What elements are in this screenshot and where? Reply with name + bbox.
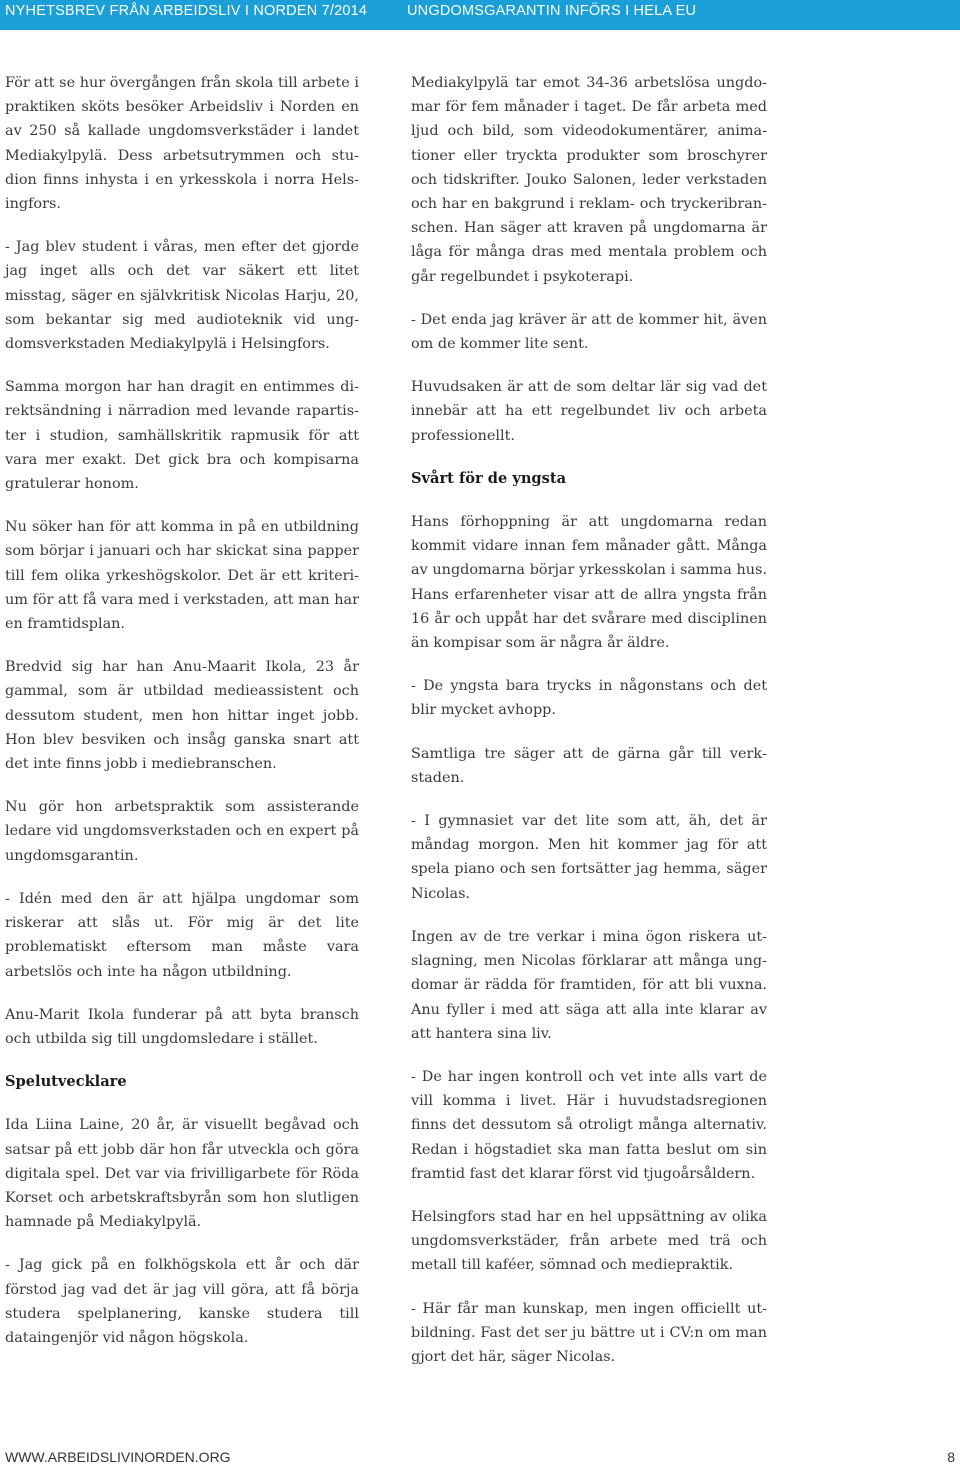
paragraph: Hans förhoppning är att ungdomarna redan kommit vidare innan fem månader gått. Många av ungdomarna börjar yrkesskolan i samma hus. Hans erfarenheter visar att de allra yngsta från 16 år och uppåt har det svårare med disciplinen än kompisar som är några år äldre. (411, 514, 767, 652)
paragraph: - Jag blev student i våras, men efter det gjorde jag inget alls och det var säkert ett litet misstag, säger en självkritisk Nicolas Harju, 20, som bekantar sig med audioteknik vid ungdomsverkstaden Mediakylpylä i Helsingfors. (5, 239, 359, 353)
paragraph: - De har ingen kontroll och vet inte alls vart de vill komma i livet. Här i huvudstadsregionen finns det dessutom så otroligt många alternativ. Redan i högstadiet ska man fatta beslut om sin framtid fast det klarar först vid tjugoårsåldern. (411, 1068, 767, 1182)
footer-url[interactable]: WWW.ARBEIDSLIVINORDEN.ORG (5, 1449, 231, 1465)
page-number: 8 (947, 1449, 955, 1465)
paragraph: För att se hur övergången från skola till arbete i praktiken sköts besöker Arbeidsliv i Norden en av 250 så kallade ungdomsverkstäder i landet Mediakylpylä. Dess arbetsutrymmen och studion finns inhysta i en yrkesskola i norra Helsingfors. (5, 75, 359, 213)
page-header (0, 0, 960, 30)
paragraph: Ingen av de tre verkar i mina ögon riskera utslagning, men Nicolas förklarar att många ungdomar är rädda för framtiden, för att bli vuxna. Anu fyller i med att säga att alla inte klarar av att hantera sina liv. (411, 928, 767, 1042)
paragraph: - De yngsta bara trycks in någonstans och det blir mycket avhopp. (411, 678, 767, 719)
section-heading: Svårt för de yngsta (411, 469, 567, 487)
newsletter-title: NYHETSBREV FRÅN ARBEIDSLIV I NORDEN 7/2014 (5, 3, 368, 19)
right-column (411, 71, 767, 1388)
paragraph: - Jag gick på en folkhögskola ett år och där förstod jag vad det är jag vill göra, att få börja studera spelplanering, kanske studera till dataingenjör vid någon högskola. (5, 1257, 359, 1346)
paragraph: Nu gör hon arbetspraktik som assisterande ledare vid ungdomsverkstaden och en expert på ungdomsgarantin. (5, 799, 359, 864)
paragraph: Mediakylpylä tar emot 34-36 arbetslösa ungdomar för fem månader i taget. De får arbeta med ljud och bild, som videodokumentärer, animationer eller tryckta produkter som broschyrer och tidskrifter. Jouko Salonen, leder verkstaden och har en bakgrund i reklam- och tryckeribranschen. Han säger att kraven på ungdomarna är låga för många dras med mentala problem och går regelbundet i psykoterapi. (411, 75, 767, 285)
paragraph: Nu söker han för att komma in på en utbildning som börjar i januari och har skickat sina papper till fem olika yrkeshögskolor. Det är ett kriterium för att få vara med i verkstaden, att man har en framtidsplan. (5, 519, 359, 633)
page-footer (0, 1449, 960, 1467)
paragraph: - Det enda jag kräver är att de kommer hit, även om de kommer lite sent. (411, 311, 767, 353)
paragraph: Helsingfors stad har en hel uppsättning av olika ungdomsverkstäder, från arbete med trä och metall till kaféer, sömnad och mediepraktik. (411, 1208, 767, 1274)
paragraph: Anu-Marit Ikola funderar på att byta bransch och utbilda sig till ungdomsledare i stället. (5, 1006, 359, 1047)
section-heading: Spelutvecklare (5, 1073, 127, 1091)
paragraph: Samtliga tre säger att de gärna går till verkstaden. (411, 745, 767, 786)
paragraph: Bredvid sig har han Anu-Maarit Ikola, 23 år gammal, som är utbildad medieassistent och dessutom student, men hon hittar inget jobb. Hon blev besviken och insåg ganska snart att det inte finns jobb i mediebranschen. (5, 659, 359, 773)
section-title: UNGDOMSGARANTIN INFÖRS I HELA EU (407, 3, 697, 19)
paragraph: - I gymnasiet var det lite som att, äh, det är måndag morgon. Men hit kommer jag för att spela piano och sen fortsätter jag hemma, säger Nicolas. (411, 813, 767, 902)
paragraph: Ida Liina Laine, 20 år, är visuellt begåvad och satsar på ett jobb där hon får utveckla och göra digitala spel. Det var via frivilligarbete för Röda Korset och arbetskraftsbyrån som hon slutligen hamnade på Mediakylpylä. (5, 1117, 359, 1231)
paragraph: Huvudsaken är att de som deltar lär sig vad det innebär att ha ett regelbundet liv och arbeta professionellt. (411, 379, 767, 444)
left-column (5, 71, 359, 1369)
paragraph: - Idén med den är att hjälpa ungdomar som riskerar att slås ut. För mig är det lite problematiskt eftersom man måste vara arbetslös och inte ha någon utbildning. (5, 890, 359, 980)
paragraph: Samma morgon har han dragit en entimmes direktsändning i närradion med levande rapartister i studion, samhällskritik rapmusik för att vara mer exakt. Det gick bra och kompisarna gratulerar honom. (5, 379, 359, 493)
paragraph: - Här får man kunskap, men ingen officiellt utbildning. Fast det ser ju bättre ut i CV:n om man gjort det här, säger Nicolas. (411, 1300, 767, 1365)
